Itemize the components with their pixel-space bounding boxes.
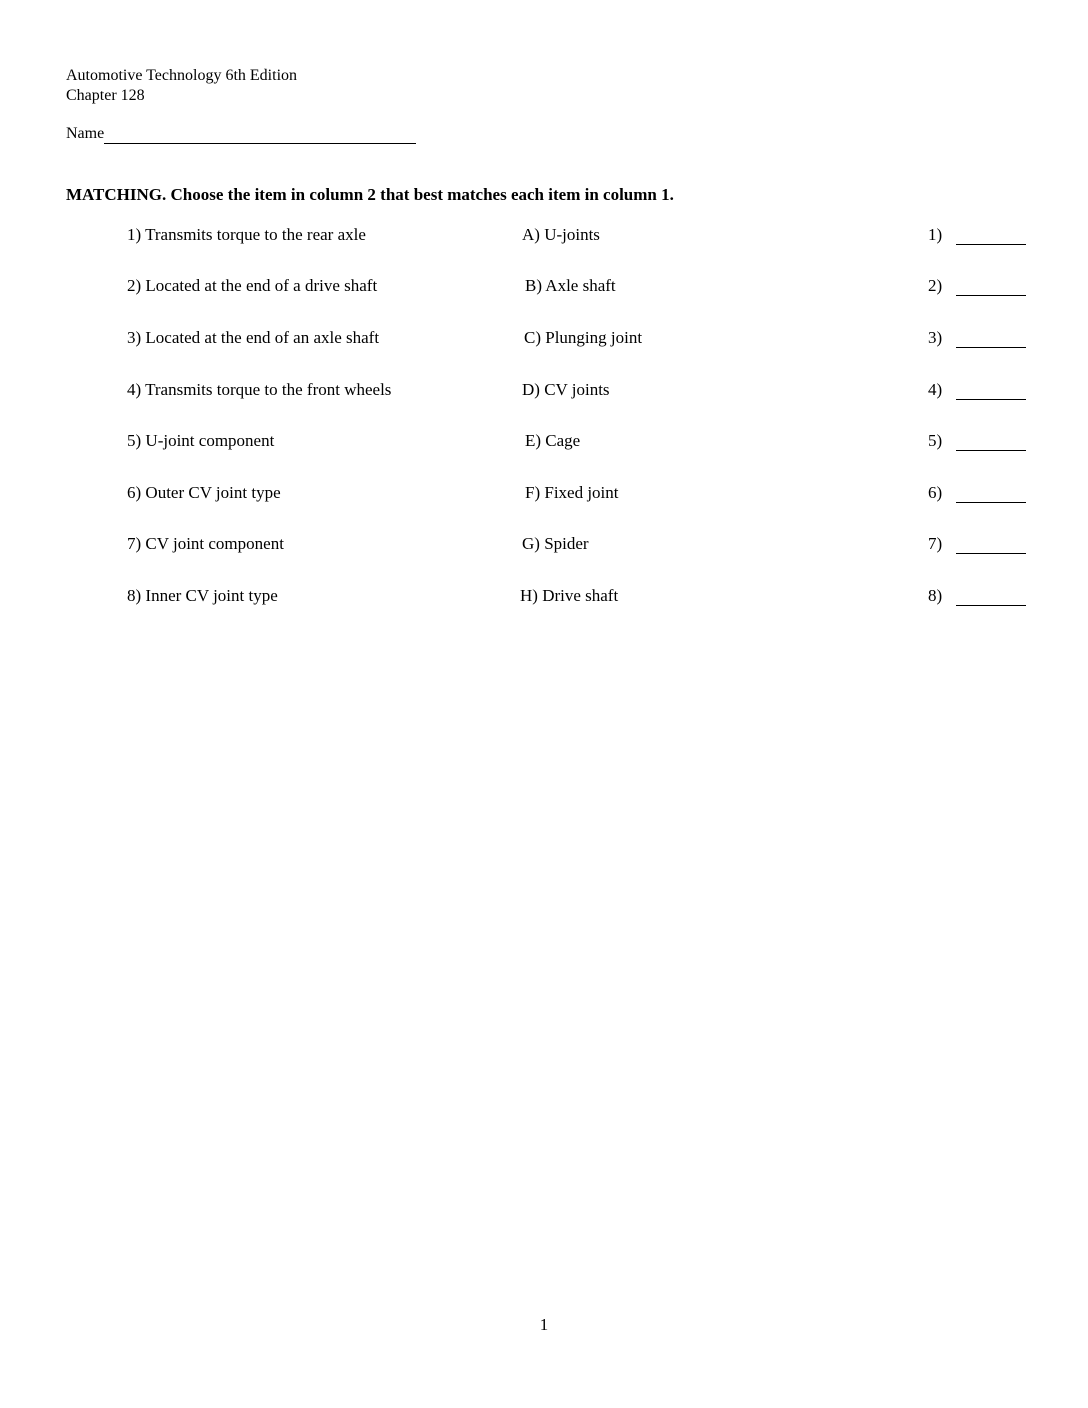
column1-item: 6) Outer CV joint type [127, 483, 281, 502]
answer-blank-line[interactable] [956, 553, 1026, 554]
answer-blank-line[interactable] [956, 295, 1026, 296]
column1-item: 3) Located at the end of an axle shaft [127, 328, 380, 347]
matching-row [0, 379, 1088, 403]
matching-instructions: MATCHING. Choose the item in column 2 that best matches each item in column 1. [66, 185, 674, 204]
answer-number: 3) [928, 328, 943, 347]
column1-item: 1) Transmits torque to the rear axle [127, 225, 366, 244]
matching-row [0, 430, 1088, 454]
column2-choice: B) Axle shaft [525, 276, 616, 295]
answer-blank-line[interactable] [956, 399, 1026, 400]
answer-number: 4) [928, 380, 943, 399]
column2-choice: E) Cage [525, 431, 581, 450]
answer-number: 5) [928, 431, 943, 450]
matching-row [0, 585, 1088, 609]
answer-number: 7) [928, 534, 943, 553]
answer-number: 6) [928, 483, 943, 502]
answer-blank-line[interactable] [956, 605, 1026, 606]
answer-blank-line[interactable] [956, 347, 1026, 348]
column2-choice: D) CV joints [522, 380, 610, 399]
matching-row [0, 482, 1088, 506]
column1-item: 8) Inner CV joint type [127, 586, 278, 605]
matching-row [0, 275, 1088, 299]
answer-blank-line[interactable] [956, 450, 1026, 451]
book-title: Automotive Technology 6th Edition [66, 67, 298, 84]
answer-number: 1) [928, 225, 943, 244]
page-number: 1 [539, 1315, 549, 1334]
column2-choice: C) Plunging joint [524, 328, 643, 347]
column1-item: 4) Transmits torque to the front wheels [127, 380, 392, 399]
answer-number: 8) [928, 586, 943, 605]
name-label: Name [66, 125, 105, 142]
column2-choice: G) Spider [522, 534, 589, 553]
column1-item: 2) Located at the end of a drive shaft [127, 276, 378, 295]
column1-item: 5) U-joint component [127, 431, 275, 450]
answer-blank-line[interactable] [956, 502, 1026, 503]
matching-row [0, 224, 1088, 248]
column2-choice: A) U-joints [522, 225, 600, 244]
chapter-label: Chapter 128 [66, 87, 145, 104]
column1-item: 7) CV joint component [127, 534, 284, 553]
column2-choice: H) Drive shaft [520, 586, 619, 605]
matching-row [0, 533, 1088, 557]
answer-blank-line[interactable] [956, 244, 1026, 245]
name-field-row [66, 124, 416, 144]
answer-number: 2) [928, 276, 943, 295]
name-blank-line[interactable] [104, 124, 416, 144]
matching-row [0, 327, 1088, 351]
column2-choice: F) Fixed joint [525, 483, 619, 502]
